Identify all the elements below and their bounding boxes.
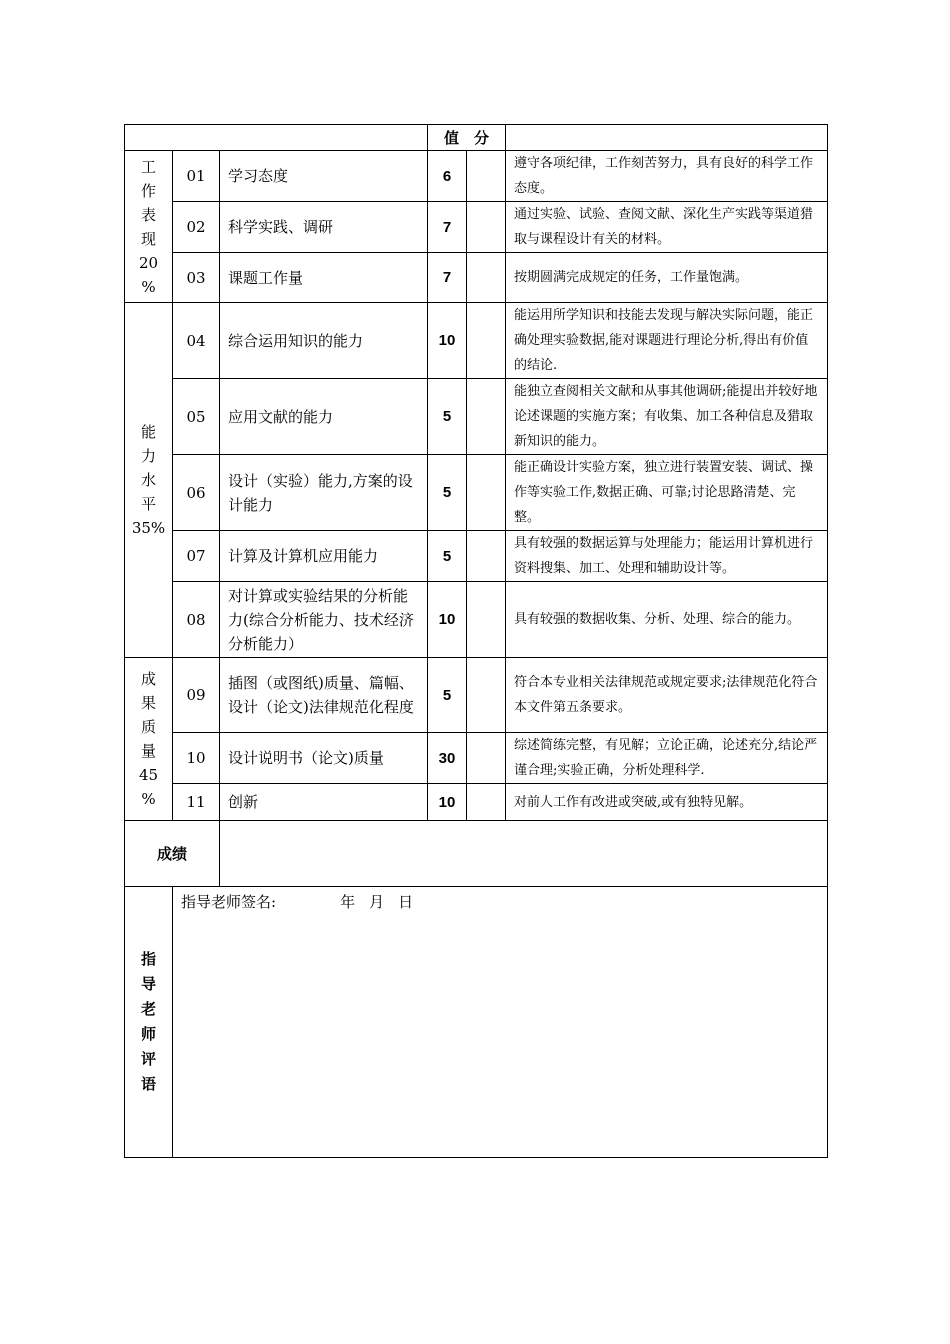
category-char: 工 <box>140 157 156 176</box>
item-number: 03 <box>173 253 220 303</box>
item-number: 09 <box>173 658 220 733</box>
table-row <box>125 733 828 784</box>
comment-label-char: 师 <box>140 1025 156 1043</box>
score-input-cell[interactable] <box>467 303 506 379</box>
item-name: 设计（实验）能力,方案的设计能力 <box>220 455 428 531</box>
table-row <box>125 784 828 821</box>
score-input-cell[interactable] <box>467 379 506 455</box>
comments-row <box>125 887 828 1158</box>
category-char: 量 <box>140 742 156 760</box>
item-number: 01 <box>173 151 220 202</box>
item-number: 10 <box>173 733 220 784</box>
category-char: 成 <box>140 670 156 688</box>
item-score: 7 <box>428 202 467 253</box>
header-blank-right <box>506 125 828 151</box>
item-standard: 符合本专业相关法律规范或规定要求;法律规范化符合本文件第五条要求。 <box>506 658 828 733</box>
item-standard: 对前人工作有改进或突破,或有独特见解。 <box>506 784 828 821</box>
category-char: 表 <box>140 205 156 224</box>
category-char: 平 <box>140 495 156 513</box>
category-char: 35% <box>131 519 166 537</box>
item-number: 06 <box>173 455 220 531</box>
category-char: % <box>141 277 156 296</box>
category-char: 质 <box>140 718 156 736</box>
item-name: 课题工作量 <box>220 253 428 303</box>
table-row <box>125 303 828 379</box>
grading-table <box>124 124 828 1158</box>
category-char: 45 <box>138 766 159 784</box>
date-year: 年 <box>340 893 356 911</box>
score-input-cell[interactable] <box>467 253 506 303</box>
score-header: 值 分 <box>428 125 506 151</box>
table-row <box>125 202 828 253</box>
item-standard: 能运用所学知识和技能去发现与解决实际问题，能正确处理实验数据,能对课题进行理论分析,得出有价值的结论. <box>506 303 828 379</box>
score-input-cell[interactable] <box>467 582 506 658</box>
item-standard: 通过实验、试验、查阅文献、深化生产实践等渠道猎取与课程设计有关的材料。 <box>506 202 828 253</box>
item-score: 6 <box>428 151 467 202</box>
category-char: 作 <box>140 181 156 200</box>
item-name: 设计说明书（论文)质量 <box>220 733 428 784</box>
date-month: 月 <box>369 893 385 911</box>
category-work-performance <box>125 151 173 303</box>
table-row <box>125 151 828 202</box>
grade-label: 成绩 <box>125 821 220 887</box>
item-number: 02 <box>173 202 220 253</box>
item-standard: 具有较强的数据运算与处理能力；能运用计算机进行资料搜集、加工、处理和辅助设计等。 <box>506 531 828 582</box>
item-number: 04 <box>173 303 220 379</box>
score-input-cell[interactable] <box>467 531 506 582</box>
table-row <box>125 658 828 733</box>
score-input-cell[interactable] <box>467 202 506 253</box>
comment-label-char: 语 <box>140 1075 156 1093</box>
item-name: 学习态度 <box>220 151 428 202</box>
table-row <box>125 582 828 658</box>
table-row <box>125 253 828 303</box>
header-blank <box>125 125 428 151</box>
signature-label: 指导老师签名: <box>181 893 277 911</box>
item-standard: 按期圆满完成规定的任务，工作量饱满。 <box>506 253 828 303</box>
score-input-cell[interactable] <box>467 151 506 202</box>
item-standard: 能独立查阅相关文献和从事其他调研;能提出并较好地论述课题的实施方案；有收集、加工各种信息及猎取新知识的能力。 <box>506 379 828 455</box>
item-name: 创新 <box>220 784 428 821</box>
item-name: 综合运用知识的能力 <box>220 303 428 379</box>
score-input-cell[interactable] <box>467 658 506 733</box>
comment-label-char: 评 <box>140 1050 156 1068</box>
category-result-quality <box>125 658 173 821</box>
date-day: 日 <box>398 893 414 911</box>
item-name: 计算及计算机应用能力 <box>220 531 428 582</box>
advisor-comments-label <box>125 887 173 1158</box>
score-input-cell[interactable] <box>467 455 506 531</box>
comment-label-char: 老 <box>140 1000 156 1018</box>
advisor-comments-area[interactable] <box>173 887 828 1158</box>
comment-label-char: 导 <box>140 975 156 993</box>
item-standard: 能正确设计实验方案，独立进行装置安装、调试、操作等实验工作,数据正确、可靠;讨论思路清楚、完整。 <box>506 455 828 531</box>
item-score: 10 <box>428 582 467 658</box>
item-standard: 具有较强的数据收集、分析、处理、综合的能力。 <box>506 582 828 658</box>
item-score: 10 <box>428 303 467 379</box>
comment-label-char: 指 <box>140 950 156 968</box>
table-row <box>125 531 828 582</box>
item-score: 7 <box>428 253 467 303</box>
item-number: 08 <box>173 582 220 658</box>
score-input-cell[interactable] <box>467 784 506 821</box>
item-standard: 综述简练完整，有见解；立论正确，论述充分,结论严谨合理;实验正确，分析处理科学. <box>506 733 828 784</box>
category-char: % <box>141 790 156 808</box>
category-char: 现 <box>140 229 156 248</box>
category-char: 果 <box>140 694 156 712</box>
item-score: 30 <box>428 733 467 784</box>
grade-value-cell[interactable] <box>220 821 828 887</box>
item-name: 应用文献的能力 <box>220 379 428 455</box>
score-input-cell[interactable] <box>467 733 506 784</box>
item-standard: 遵守各项纪律，工作刻苦努力，具有良好的科学工作态度。 <box>506 151 828 202</box>
item-name: 科学实践、调研 <box>220 202 428 253</box>
header-row <box>125 125 828 151</box>
item-name: 对计算或实验结果的分析能力(综合分析能力、技术经济分析能力） <box>220 582 428 658</box>
grade-row <box>125 821 828 887</box>
category-char: 力 <box>140 447 156 465</box>
item-number: 11 <box>173 784 220 821</box>
item-number: 05 <box>173 379 220 455</box>
item-score: 5 <box>428 658 467 733</box>
category-char: 20 <box>138 253 159 272</box>
category-char: 水 <box>140 471 156 489</box>
category-char: 能 <box>140 423 156 441</box>
item-name: 插图（或图纸)质量、篇幅、设计（论文)法律规范化程度 <box>220 658 428 733</box>
table-row <box>125 379 828 455</box>
item-number: 07 <box>173 531 220 582</box>
item-score: 5 <box>428 531 467 582</box>
category-ability-level <box>125 303 173 658</box>
item-score: 10 <box>428 784 467 821</box>
table-row <box>125 455 828 531</box>
item-score: 5 <box>428 455 467 531</box>
item-score: 5 <box>428 379 467 455</box>
